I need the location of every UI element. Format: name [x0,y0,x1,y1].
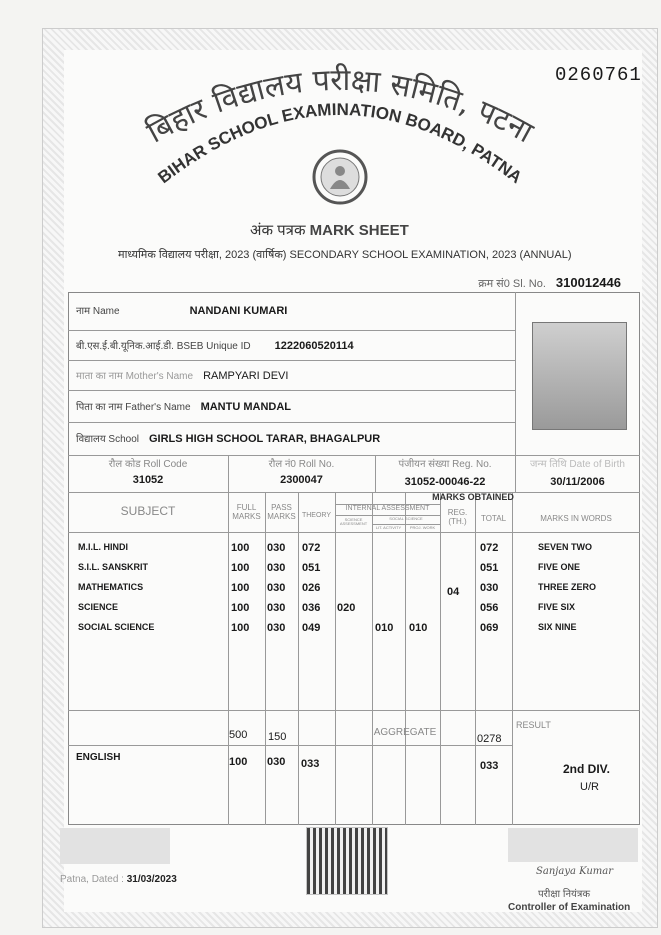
header-science-assessment: SCIENCE ASSESSMENT [339,517,368,527]
aggregate-total: 0278 [477,733,502,745]
subject-words: THREE ZERO [538,582,597,592]
father-name: MANTU MANDAL [200,401,291,413]
document-title: अंक पत्रक MARK SHEET [250,222,409,239]
subject-theory: 049 [302,622,321,634]
dated-line: Patna, Dated : 31/03/2023 [60,874,177,885]
subject-sci: 020 [337,602,356,614]
controller-hindi: परीक्षा नियंत्रक [538,889,591,900]
table-rule [68,330,515,331]
table-rule [440,492,441,825]
mother-label: माता का नाम Mother's Name [76,371,194,382]
board-name-english: BIHAR SCHOOL EXAMINATION BOARD, PATNA [154,99,526,188]
header-social-science: SOCIAL SCIENCE [389,516,423,521]
hologram-left [60,828,170,864]
header-proj-work: PROJ. WORK [409,525,436,530]
header-lit-activity: LIT. ACTIVITY [375,525,402,530]
english-subject: ENGLISH [76,752,121,763]
table-rule [228,492,229,825]
reg-no-label: पंजीयन संख्या Reg. No. [398,459,492,470]
subject-name: MATHEMATICS [78,582,144,592]
subject-theory: 051 [302,562,321,574]
table-rule [475,492,476,825]
mother-name: RAMPYARI DEVI [203,370,289,382]
header-full-marks: FULL MARKS [232,503,261,521]
english-full: 100 [229,756,248,768]
subject-proj: 010 [409,622,428,634]
subject-name: SCIENCE [78,602,119,612]
subject-words: FIVE ONE [538,562,581,572]
table-rule [265,492,266,825]
result-label: RESULT [516,720,551,730]
subject-total: 030 [480,582,499,594]
exam-name: माध्यमिक विद्यालय परीक्षा, 2023 (वार्षिक) SECONDARY SCHOOL EXAMINATION, 2023 (ANNUAL) [118,249,572,261]
subject-words: FIVE SIX [538,602,576,612]
subject-words: SEVEN TWO [538,542,593,552]
table-rule [335,492,336,825]
controller-label: Controller of Examination [508,902,631,913]
table-rule [68,745,512,746]
table-rule [372,492,373,825]
header-total: TOTAL [480,514,507,523]
student-name: NANDANI KUMARI [189,305,288,317]
header-internal-assessment: INTERNAL ASSESSMENT [345,505,430,512]
subject-full: 100 [231,582,250,594]
subject-pass: 030 [267,582,286,594]
roll-code: 31052 [132,474,164,486]
subject-pass: 030 [267,602,286,614]
school-label: विद्यालय School [76,434,139,445]
board-header [100,55,580,215]
aggregate-pass-marks: 150 [268,731,287,743]
subject-full: 100 [231,542,250,554]
date-of-birth: 30/11/2006 [550,476,605,488]
uid-row [76,338,354,352]
serial-number: 0260761 [555,64,642,86]
subject-theory: 072 [302,542,321,554]
table-rule [68,492,640,493]
subject-pass: 030 [267,542,286,554]
board-name-hindi: बिहार विद्यालय परीक्षा समिति, पटना [141,62,539,151]
subject-full: 100 [231,602,250,614]
hologram-right [508,828,638,862]
subject-full: 100 [231,622,250,634]
table-rule [68,455,640,456]
table-rule [68,422,515,423]
father-label: पिता का नाम Father's Name [76,402,191,413]
school-row [76,431,380,445]
table-rule [405,492,406,825]
subject-full: 100 [231,562,250,574]
name-label: नाम Name [76,306,120,317]
school-name: GIRLS HIGH SCHOOL TARAR, BHAGALPUR [148,433,381,445]
subject-total: 056 [480,602,499,614]
aggregate-label: AGGREGATE [373,727,437,738]
student-photo [532,322,627,430]
dob-label: जन्म तिथि Date of Birth [530,459,625,470]
mother-row [76,368,288,382]
header-subject: SUBJECT [120,504,176,518]
board-emblem [314,151,366,203]
subject-lit: 010 [375,622,394,634]
aggregate-full-marks: 500 [229,729,248,741]
subject-total: 069 [480,622,499,634]
signature: Sanjaya Kumar [536,866,614,877]
subject-pass: 030 [267,622,286,634]
english-pass: 030 [267,756,286,768]
table-rule [68,390,515,391]
name-row [76,303,287,317]
header-theory: THEORY [301,512,332,519]
result-note: U/R [580,781,599,793]
subject-name: S.I.L. SANSKRIT [78,562,149,572]
sl-no-value: 310012446 [555,275,621,290]
table-rule [68,710,640,711]
header-reg-th: REG. (TH.) [447,508,468,526]
roll-no: 2300047 [280,474,323,486]
subject-name: M.I.L. HINDI [78,542,128,552]
subject-total: 051 [480,562,499,574]
roll-code-label: रौल कोड Roll Code [108,459,188,470]
result-division: 2nd DIV. [563,762,610,776]
table-rule [298,492,299,825]
table-rule [512,492,513,825]
subject-name: SOCIAL SCIENCE [78,622,155,632]
uid-label: बी.एस.ई.बी.यूनिक.आई.डी. BSEB Unique ID [76,341,251,352]
table-rule [68,532,640,533]
roll-no-label: रौल नं0 Roll No. [268,459,335,470]
english-total: 033 [480,760,499,772]
english-theory: 033 [301,758,320,770]
subject-total: 072 [480,542,499,554]
subject-pass: 030 [267,562,286,574]
subject-theory: 036 [302,602,321,614]
subject-reg: 04 [447,586,460,598]
sl-no-row [478,275,621,291]
subject-words: SIX NINE [538,622,577,632]
subject-theory: 026 [302,582,321,594]
table-rule [68,360,515,361]
reg-no: 31052-00046-22 [404,476,486,488]
father-row [76,399,291,413]
table-rule [335,515,440,516]
sl-no-label: क्रम सं0 Sl. No. [478,278,546,290]
header-pass-marks: PASS MARKS [267,503,296,521]
qr-code [306,827,388,895]
unique-id: 1222060520114 [274,340,354,352]
header-marks-obtained: MARKS OBTAINED [432,492,514,502]
table-rule [515,292,516,455]
header-marks-in-words: MARKS IN WORDS [540,514,612,523]
